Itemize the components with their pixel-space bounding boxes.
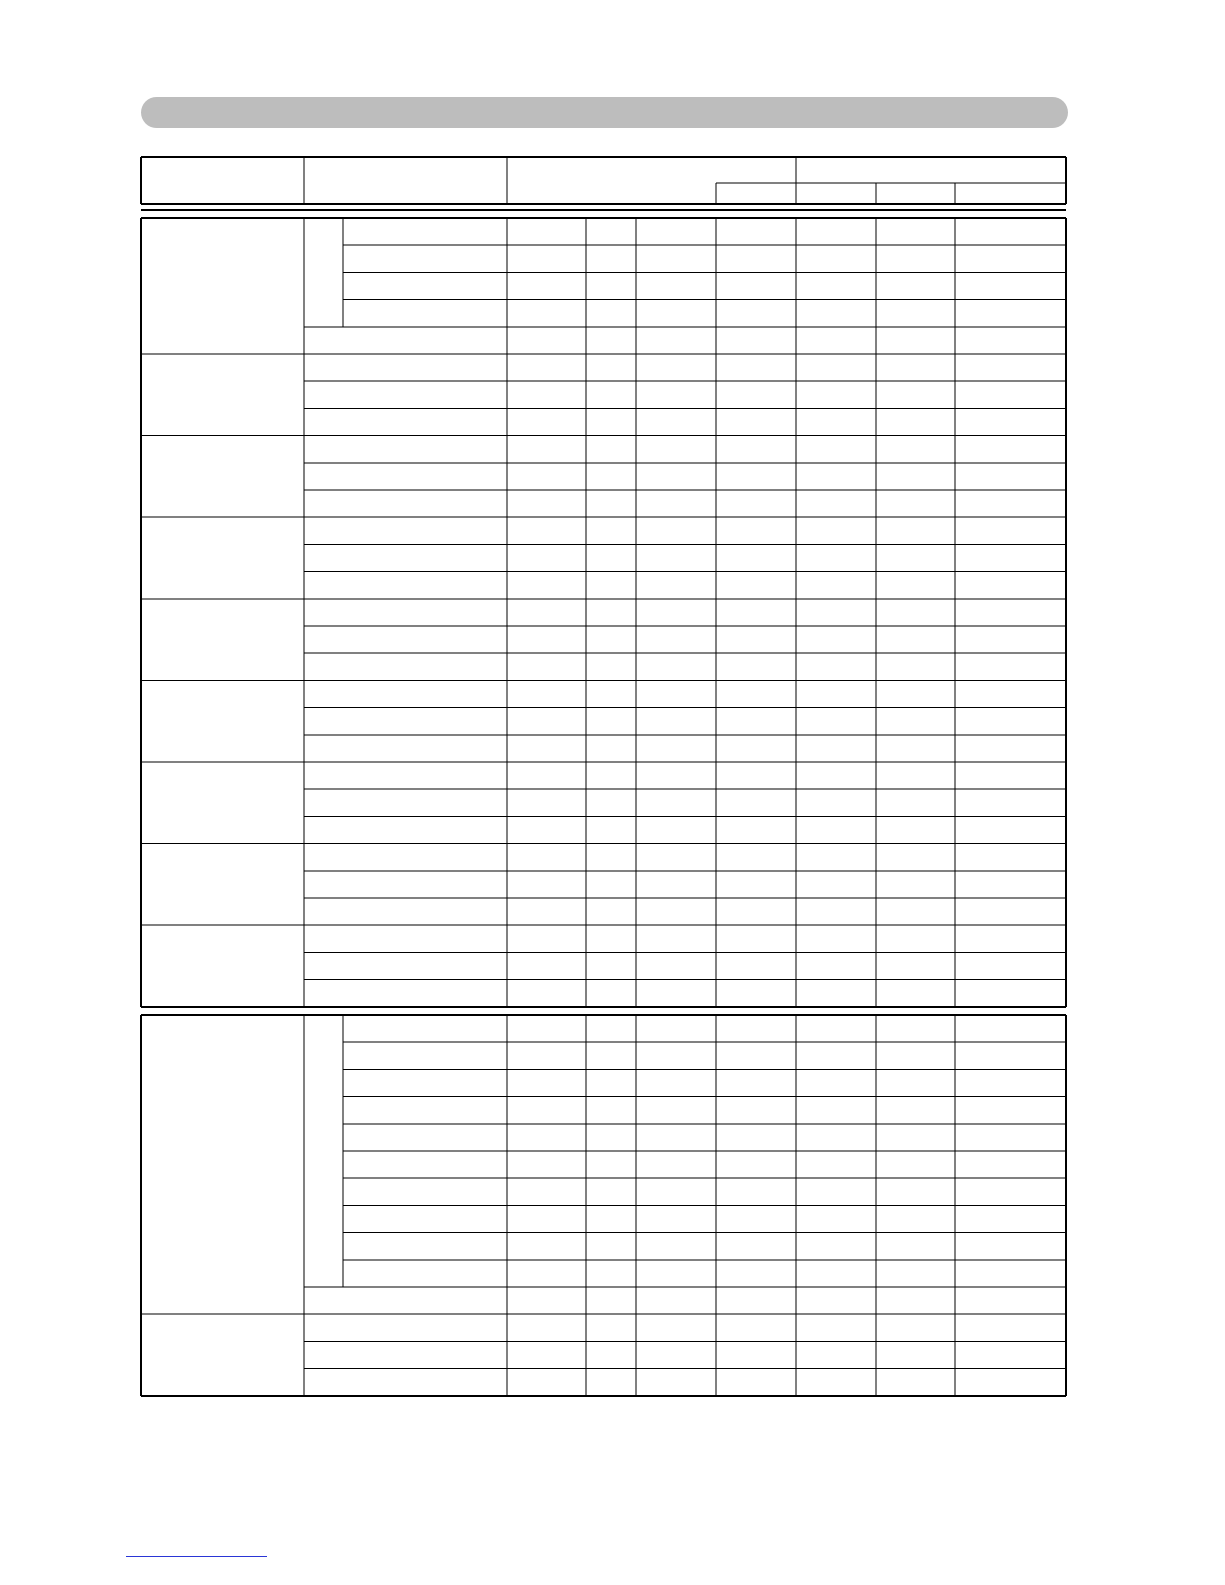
footer-link-underline [126, 1556, 267, 1557]
